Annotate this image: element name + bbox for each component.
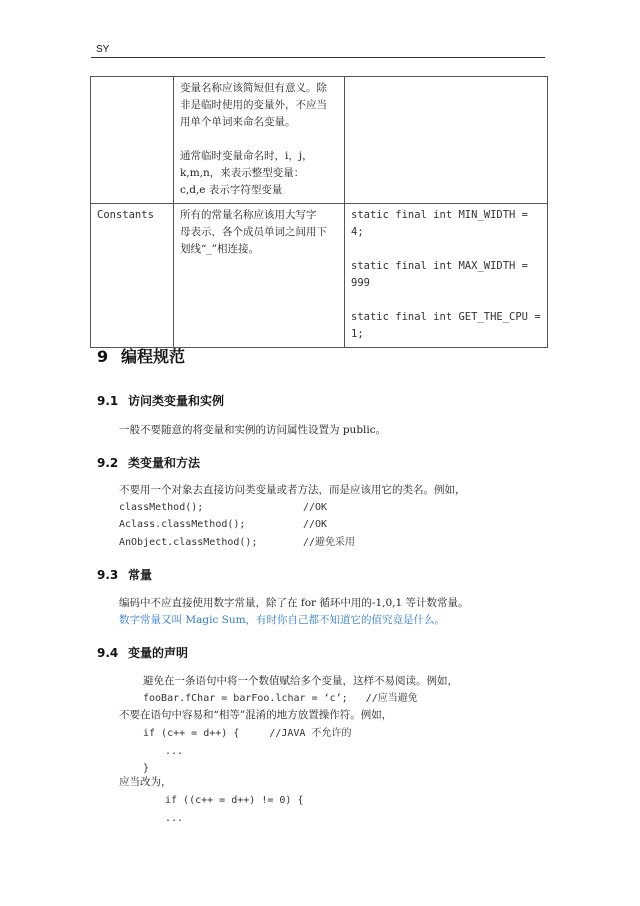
paragraph: 一般不要随意的将变量和实例的访问属性设置为 public。 [119, 424, 387, 436]
code-text: if (c++ = d++) { [143, 728, 240, 739]
cell-line: static final int MIN_WIDTH = 4; [351, 209, 529, 238]
cell-line [180, 131, 339, 148]
cell-line [351, 292, 542, 309]
section-title: 编程规范 [121, 347, 186, 366]
subsection-heading [97, 644, 188, 661]
code-line [143, 725, 351, 742]
cell-line: 通常临时变量命名时，i，j， [180, 150, 313, 162]
subsection-number: 9.1 [97, 394, 119, 408]
cell-line [351, 241, 542, 258]
code-text: AnObject.classMethod(); [119, 537, 258, 548]
cell-line: 用单个单词来命名变量。 [180, 116, 296, 128]
code-line [119, 534, 355, 551]
naming-table [90, 76, 548, 348]
section-number: 9 [97, 347, 109, 366]
code-line: if ((c++ = d++) != 0) { [165, 795, 304, 806]
paragraph: 应当改为， [119, 776, 172, 788]
subsection-number: 9.3 [97, 568, 119, 582]
paragraph: 编码中不应直接使用数字常量，除了在 for 循环中用的-1,0,1 等计数常量。 [119, 597, 469, 609]
code-line: ... [165, 746, 184, 757]
paragraph: 不要用一个对象去直接访问类变量或者方法，而是应该用它的类名。例如， [119, 484, 466, 496]
cell-line: 所有的常量名称应该用大写字 [180, 209, 317, 221]
code-line: ... [165, 813, 184, 824]
code-comment: //OK [303, 502, 328, 513]
code-comment: //OK [303, 519, 328, 530]
cell-line: 1; [351, 328, 364, 340]
header-label: SY [96, 44, 110, 55]
cell-line: k,m,n，来表示整型变量： [180, 167, 305, 179]
paragraph: 不要在语句中容易和“相等”混淆的地方放置操作符。例如， [119, 709, 393, 721]
table-cell [91, 77, 174, 204]
subsection-heading [97, 566, 152, 583]
code-text: Aclass.classMethod(); [119, 519, 246, 530]
code-comment: //应当避免 [365, 693, 418, 704]
cell-line: c,d,e 表示字符型变量 [180, 184, 283, 196]
table-cell [174, 77, 345, 204]
table-row [91, 204, 548, 348]
subsection-title: 变量的声明 [128, 646, 189, 660]
code-line [119, 499, 327, 516]
subsection-title: 访问类变量和实例 [128, 394, 225, 408]
cell-line: 母表示，各个成员单词之间用下 [180, 226, 327, 238]
cell-line: static final int GET_THE_CPU = [351, 311, 541, 323]
cell-line: 划线“_”相连接。 [180, 243, 259, 255]
section-heading [97, 344, 185, 367]
table-cell [174, 204, 345, 348]
code-text: classMethod(); [119, 502, 204, 513]
table-row [91, 77, 548, 204]
table-cell [345, 77, 548, 204]
code-line [119, 516, 327, 533]
cell-line: static final int MAX_WIDTH = 999 [351, 260, 529, 289]
code-line: } [143, 763, 150, 774]
code-comment: //避免采用 [303, 537, 356, 548]
subsection-title: 常量 [128, 568, 153, 582]
cell-line: 变量名称应该简短但有意义。除 [180, 82, 327, 94]
code-line [143, 690, 418, 707]
subsection-title: 类变量和方法 [128, 456, 201, 470]
table-cell [345, 204, 548, 348]
table-cell: Constants [91, 204, 174, 348]
subsection-heading [97, 454, 200, 471]
cell-line: 非是临时使用的变量外，不应当 [180, 99, 327, 111]
code-text: fooBar.fChar = barFoo.lchar = ‘c’; [143, 693, 348, 704]
header-rule [91, 57, 545, 58]
code-comment: //JAVA 不允许的 [269, 728, 352, 739]
subsection-number: 9.2 [97, 456, 119, 470]
paragraph: 避免在一条语句中将一个数值赋给多个变量，这样不易阅读。例如， [143, 675, 458, 687]
paragraph-note: 数字常量又叫 Magic Sum，有时你自己都不知道它的值究竟是什么。 [119, 614, 446, 626]
subsection-number: 9.4 [97, 646, 119, 660]
subsection-heading [97, 392, 224, 409]
